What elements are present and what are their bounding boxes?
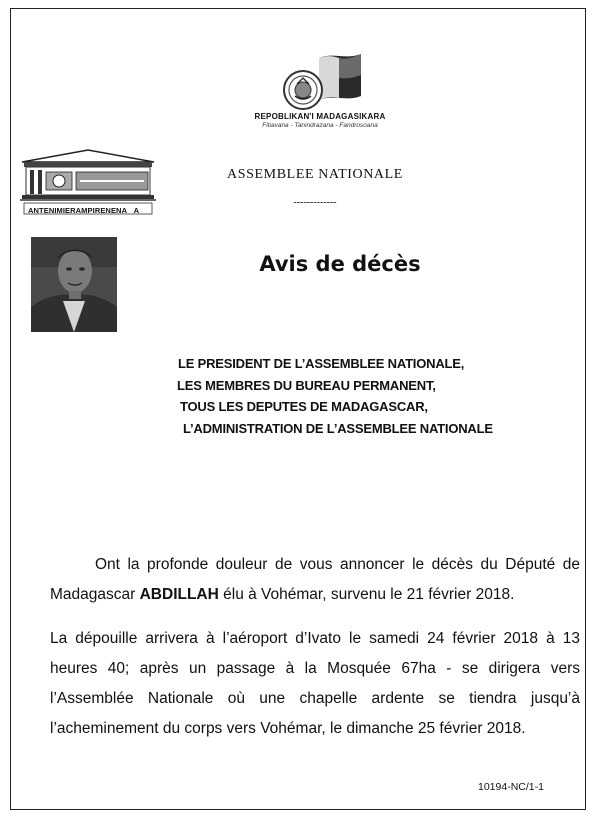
sender-line: L’ADMINISTRATION DE L’ASSEMBLEE NATIONALE: [183, 420, 493, 436]
deceased-name: ABDILLAH: [139, 586, 219, 603]
arrangements-paragraph: La dépouille arrivera à l’aéroport d’Ivato le samedi 24 février 2018 à 13 heures 40; après un passage à la Mosquée 67ha - se dirigera vers l’Assemblée Nationale où une chapelle ardente se tiendra jusqu’à l’acheminement du corps vers Vohémar, le dimanche 25 février 2018.: [50, 630, 580, 737]
notice-body: [50, 550, 580, 744]
notice-title: Avis de décès: [259, 252, 421, 276]
deceased-portrait: [31, 237, 117, 332]
announcement-paragraph: Ont la profonde douleur de vous annoncer le décès du Député de Madagascar ABDILLAH élu à Vohémar, survenu le 21 février 2018.: [50, 556, 580, 603]
sender-line: LE PRESIDENT DE L’ASSEMBLEE NATIONALE,: [178, 356, 465, 371]
republic-name: REPOBLIKAN'I MADAGASIKARA: [254, 112, 386, 121]
sender-line: LES MEMBRES DU BUREAU PERMANENT,: [177, 377, 436, 393]
reference-number: 10194-NC/1-1: [478, 781, 544, 793]
assembly-caption: ANTENIMIERAMPIRENENA A: [28, 206, 140, 215]
institution-title: ASSEMBLEE NATIONALE: [227, 167, 403, 182]
sender-line: TOUS LES DEPUTES DE MADAGASCAR,: [180, 399, 428, 414]
separator: -------------: [293, 197, 337, 208]
republic-motto: Fitiavana - Tanindrazana - Fandrosoana: [262, 122, 378, 129]
sender-list: [150, 353, 550, 439]
republic-seal-icon: [283, 50, 363, 120]
